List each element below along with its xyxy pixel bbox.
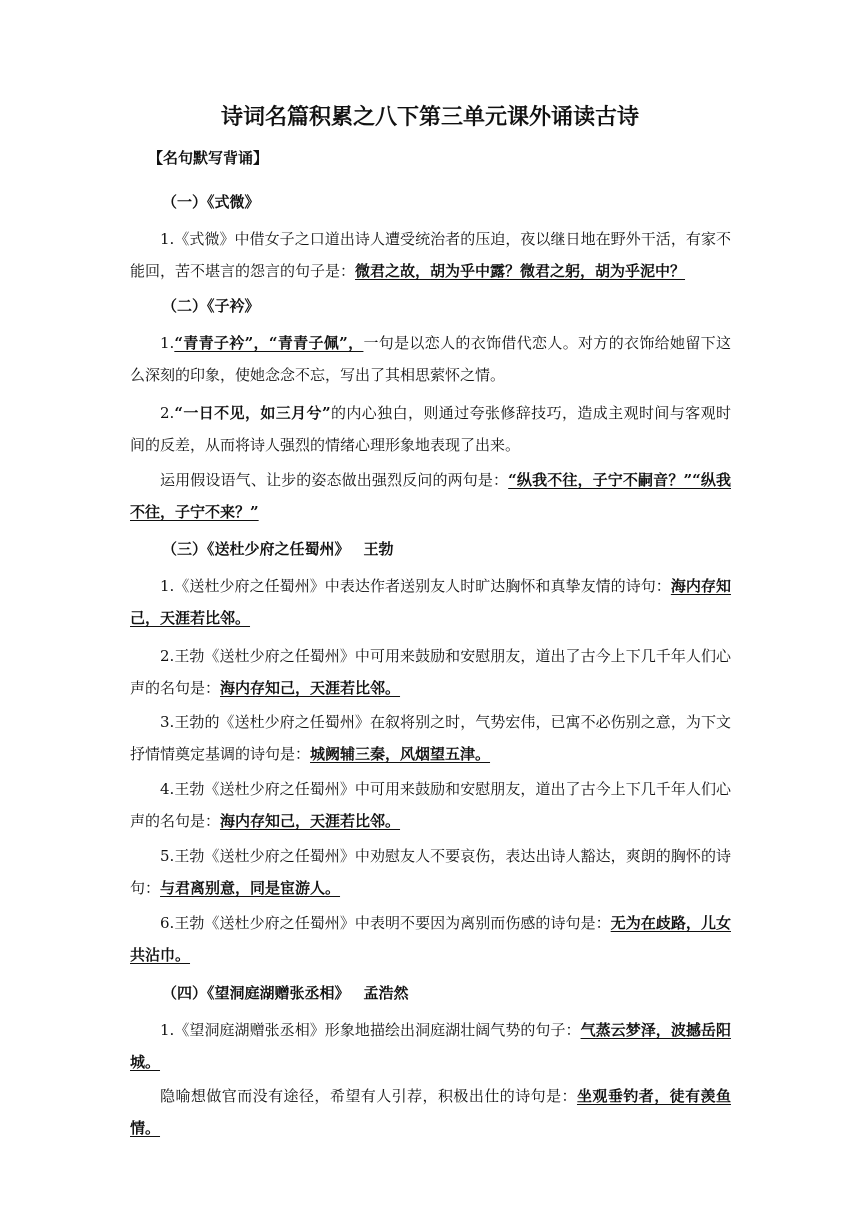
question-text: 6.王勃《送杜少府之任蜀州》中表明不要因为离别而伤感的诗句是： (160, 914, 611, 932)
paragraph (130, 397, 731, 461)
part-author: 王勃 (363, 540, 394, 558)
question-text: 4.王勃《送杜少府之任蜀州》中可用来鼓励和安慰朋友，道出了古今上下几千年人们心声的名句是： (130, 780, 731, 830)
part-heading-zijin: （二）《子衿》 (162, 297, 260, 315)
part-title: （四）《望洞庭湖赠张丞相》 (162, 984, 350, 1002)
question-number: 1. (160, 334, 175, 352)
quoted-line: “一日不见，如三月兮” (174, 404, 331, 422)
question-text: 1.《送杜少府之任蜀州》中表达作者送别友人时旷达胸怀和真挚友情的诗句： (160, 577, 671, 595)
page-title: 诗词名篇积累之八下第三单元课外诵读古诗 (220, 104, 639, 130)
question-text: 1.《望洞庭湖赠张丞相》形象地描绘出洞庭湖壮阔气势的句子： (160, 1021, 581, 1039)
paragraph (130, 327, 731, 391)
question-number: 2. (160, 404, 175, 422)
paragraph (130, 773, 731, 837)
question-text: 1.《式微》中借女子之口道出诗人遭受统治者的压迫，夜以继日地在野外干活，有家不能回，苦不堪言的怨言的句子是： (130, 230, 731, 280)
answer-text: 微君之故，胡为乎中露？微君之躬，胡为乎泥中？ (355, 262, 686, 280)
question-text: 的内心独白，则通过夸张修辞技巧，造成主观时间与客观时间的反差，从而将诗人强烈的情绪心理形象地表现了出来。 (130, 404, 731, 454)
answer-text: 坐观垂钓者，徒有羡鱼情。 (130, 1087, 731, 1137)
part-heading-shiwei: （一）《式微》 (162, 193, 260, 211)
section-heading: 【名句默写背诵】 (148, 149, 269, 167)
question-text: 隐喻想做官而没有途径，希望有人引荐，积极出仕的诗句是： (160, 1087, 577, 1105)
answer-text: 与君离别意，同是宦游人。 (160, 879, 341, 897)
part-heading-songdushaofu (162, 537, 394, 561)
question-text: 3.王勃的《送杜少府之任蜀州》在叙将别之时，气势宏伟，已寓不必伤别之意，为下文抒情情奠定基调的诗句是： (130, 713, 731, 763)
paragraph (130, 1014, 731, 1078)
question-text: 5.王勃《送杜少府之任蜀州》中劝慰友人不要哀伤，表达出诗人豁达，爽朗的胸怀的诗句： (130, 847, 731, 897)
part-title: （三）《送杜少府之任蜀州》 (162, 540, 350, 558)
paragraph (130, 570, 731, 634)
answer-text: “纵我不往，子宁不嗣音？”“纵我不往，子宁不来？” (130, 471, 731, 521)
paragraph (130, 1080, 731, 1144)
paragraph (130, 840, 731, 904)
part-heading-wangdongting (162, 981, 409, 1005)
answer-text: 气蒸云梦泽，波撼岳阳城。 (130, 1021, 731, 1071)
answer-text: 海内存知己，天涯若比邻。 (220, 812, 401, 830)
answer-text: 城阙辅三秦，风烟望五津。 (310, 745, 491, 763)
part-author: 孟浩然 (363, 984, 409, 1002)
paragraph (130, 464, 731, 528)
question-text: 一句是以恋人的衣饰借代恋人。对方的衣饰给她留下这么深刻的印象，使她念念不忘，写出了其相思萦怀之情。 (130, 334, 731, 384)
question-text: 运用假设语气、让步的姿态做出强烈反问的两句是： (160, 471, 509, 489)
paragraph (130, 640, 731, 704)
answer-text: “青青子衿”，“青青子佩”， (174, 334, 364, 352)
paragraph (130, 706, 731, 770)
question-text: 2.王勃《送杜少府之任蜀州》中可用来鼓励和安慰朋友，道出了古今上下几千年人们心声的名句是： (130, 647, 731, 697)
answer-text: 海内存知己，天涯若比邻。 (130, 577, 731, 627)
paragraph (130, 907, 731, 971)
paragraph (130, 223, 731, 287)
answer-text: 海内存知己，天涯若比邻。 (220, 679, 401, 697)
answer-text: 无为在歧路，儿女共沾巾。 (130, 914, 731, 964)
